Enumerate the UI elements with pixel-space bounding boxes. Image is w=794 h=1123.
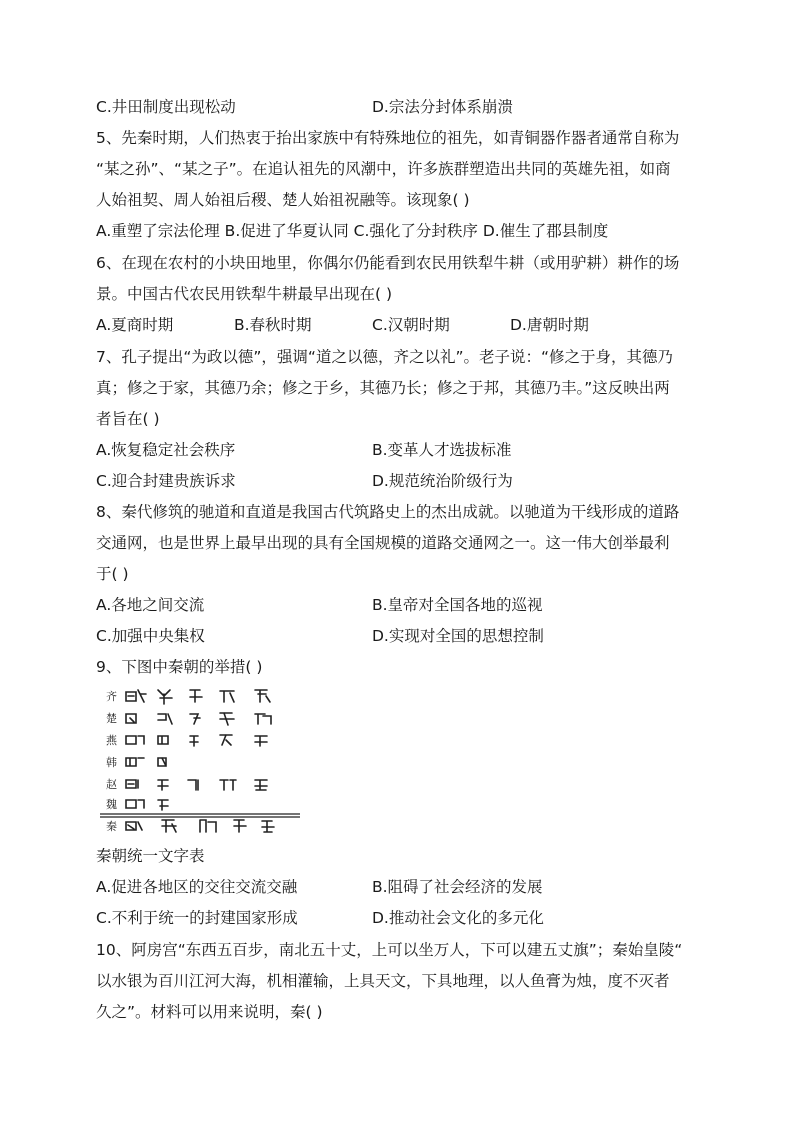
q8-option-d[interactable]: D.实现对全国的思想控制 <box>372 627 544 645</box>
q10-stem-line3: 久之”。材料可以用来说明，秦( ) <box>96 1003 323 1021</box>
q9-option-a[interactable]: A.促进各地区的交往交流交融 <box>96 878 298 896</box>
state-label-zhao: 赵 <box>106 778 117 791</box>
q6-stem-line2: 景。中国古代农民用铁犁牛耕最早出现在( ) <box>96 285 393 303</box>
q6-stem-line1: 6、在现在农村的小块田地里，你偶尔仍能看到农民用铁犁牛耕（或用驴耕）耕作的场 <box>96 254 680 272</box>
q5-stem-line2: “某之孙”、“某之子”。在追认祖先的风潮中，许多族群塑造出共同的英雄先祖，如商 <box>96 160 671 178</box>
q8-stem-line3: 于( ) <box>96 565 129 583</box>
q9-option-c[interactable]: C.不利于统一的封建国家形成 <box>96 909 298 927</box>
q8-stem-line1: 8、秦代修筑的驰道和直道是我国古代筑路史上的杰出成就。以驰道为干线形成的道路 <box>96 503 680 521</box>
q7-option-a[interactable]: A.恢复稳定社会秩序 <box>96 441 236 459</box>
script-table-image <box>100 684 300 834</box>
q4-option-c[interactable]: C.井田制度出现松动 <box>96 98 236 116</box>
q10-stem-line2: 以水银为百川江河大海，机相灌输，上具天文，下具地理，以人鱼膏为烛，度不灭者 <box>96 972 670 990</box>
q8-option-a[interactable]: A.各地之间交流 <box>96 596 205 614</box>
q6-option-a[interactable]: A.夏商时期 <box>96 316 174 334</box>
state-label-qin: 秦 <box>106 820 117 833</box>
q9-option-d[interactable]: D.推动社会文化的多元化 <box>372 909 544 927</box>
state-label-chu: 楚 <box>106 712 117 725</box>
q6-option-b[interactable]: B.春秋时期 <box>234 316 312 334</box>
q6-option-c[interactable]: C.汉朝时期 <box>372 316 450 334</box>
q7-stem-line1: 7、孔子提出“为政以德”，强调“道之以德，齐之以礼”。老子说：“修之于身，其德乃 <box>96 348 674 366</box>
q8-stem-line2: 交通网，也是世界上最早出现的具有全国规模的道路交通网之一。这一伟大创举最利 <box>96 534 670 552</box>
q9-option-b[interactable]: B.阻碍了社会经济的发展 <box>372 878 543 896</box>
q5-options[interactable]: A.重塑了宗法伦理 B.促进了华夏认同 C.强化了分封秩序 D.催生了郡县制度 <box>96 222 609 240</box>
ancient-glyphs <box>126 690 274 832</box>
figure-caption: 秦朝统一文字表 <box>96 847 205 865</box>
q4-option-d[interactable]: D.宗法分封体系崩溃 <box>372 98 513 116</box>
state-label-han: 韩 <box>106 756 117 769</box>
q7-option-d[interactable]: D.规范统治阶级行为 <box>372 472 513 490</box>
state-label-wei: 魏 <box>106 798 117 811</box>
q7-option-b[interactable]: B.变革人才选拔标准 <box>372 441 512 459</box>
q7-stem-line3: 者旨在( ) <box>96 410 160 428</box>
q5-stem-line1: 5、先秦时期，人们热衷于抬出家族中有特殊地位的祖先，如青铜器作器者通常自称为 <box>96 129 680 147</box>
q8-option-c[interactable]: C.加强中央集权 <box>96 627 205 645</box>
q10-stem-line1: 10、阿房宫“东西五百步，南北五十丈，上可以坐万人，下可以建五丈旗”；秦始皇陵“ <box>96 941 683 959</box>
script-unification-figure <box>100 684 300 834</box>
state-label-yan: 燕 <box>106 734 117 747</box>
state-label-qi: 齐 <box>106 690 117 703</box>
q5-stem-line3: 人始祖契、周人始祖后稷、楚人始祖祝融等。该现象( ) <box>96 191 470 209</box>
q8-option-b[interactable]: B.皇帝对全国各地的巡视 <box>372 596 543 614</box>
q9-stem: 9、下图中秦朝的举措( ) <box>96 658 263 676</box>
q7-stem-line2: 真；修之于家，其德乃余；修之于乡，其德乃长；修之于邦，其德乃丰。”这反映出两 <box>96 379 670 397</box>
q6-option-d[interactable]: D.唐朝时期 <box>510 316 589 334</box>
q7-option-c[interactable]: C.迎合封建贵族诉求 <box>96 472 236 490</box>
